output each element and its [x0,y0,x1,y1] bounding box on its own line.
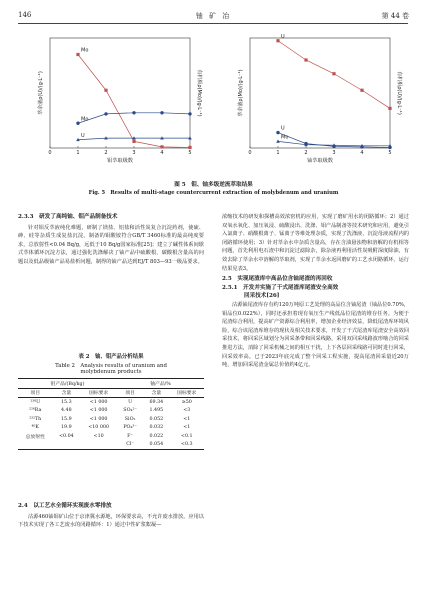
data-point [104,112,107,115]
section-2-5-1-heading-2: 回采技术[26] [244,293,280,300]
journal-name: 铀 矿 冶 [195,12,232,20]
col-header: 项目 [30,391,41,397]
x-tick-label: 3 [332,150,336,156]
data-point [304,58,307,61]
figure-caption-en: Fig. 5 Results of multi-stage countercurrent extraction of molybdenum and uranium [88,190,339,196]
header-rule [18,23,408,24]
x-axis-label: 铀萃取级数 [307,158,333,164]
table-cell: 0.052 [149,416,164,422]
table-cell: <0.1 [180,433,193,439]
table-cell: 15.3 [60,399,72,405]
table-row [18,398,204,407]
data-point [276,131,279,134]
group-header-mo: 钼产品/(Bq/kg) [50,381,85,387]
x-tick-label: 2 [304,150,308,156]
col-header: 含量 [151,391,162,397]
data-point [76,53,79,56]
table-row [18,441,204,450]
data-point [332,72,335,75]
table-cell: <1 [183,425,191,431]
series-label: Mo [81,116,89,123]
table-cell: ≥50 [181,399,192,405]
data-point [276,140,280,143]
left-column [18,213,204,267]
table-cell [80,441,117,450]
x-tick-label: 0 [248,150,252,156]
data-point [160,111,163,114]
analysis-table [18,378,204,450]
table-cell: <1 000 [89,408,108,414]
series-label: U [281,125,285,132]
table-title-en-2: molybdenum products [80,369,142,375]
table-cell [52,441,80,450]
table-cell: 总放射性 [25,434,45,440]
section-2-3-3-body: 针对钼反萃液纯化难题，研制了镁盐、铝盐和活性炭复合沉淀药剂，使硫、砷、硅等杂质生成复盐沉淀，制备的钼酸铵符合GB/T 3460标准的最高纯度要求，总放射性<0.04 Bq/g，远低于10 Bq/g国家标准[25]；建立了碱性体系间歇式萃体循环沉淀方法，通过强化洗涤解决了铀产品中硫酸根、碳酸根含量高的问题以及低品级铀产品易盐析问题，制得的铀产品达到EJ/T 803—93一级品要求。 [18,224,204,265]
table-cell: ²³⁸U [30,399,41,405]
table-cell: <10 000 [88,425,110,431]
data-point [132,111,135,114]
table-cell: <1 000 [89,416,108,422]
section-2-4-continued: 浓缩技术的研发和探槽高效浓密机的应用，实现了磨矿用水的闭路循环；2）通过双氧水氧化、加压氧浸、硫酸浸出、洗涤、钼产品制备等技术研究和应用，避免引入氯离子、硝酸根离子、锰离子等难处理杂质，实现了洗涤液、沉淀母液流程内的闭路循环使用；3）针对萃余水中杂质含量高，存在含油悬浊物和溶解的有机相等问题，首先利用电石渣中和沉淀过滤除杂，除杂液再利用活性炭吸附深度除油，有效去除了萃余水中溶解的萃取剂，实现了萃余水返回磨矿的工艺水闭路循环，运行结果见表3。 [222,214,409,272]
plot-frame [50,38,190,148]
series-label: Mo [81,47,89,54]
data-point [276,39,279,42]
y-axis-label-right: 有机相ρ(U)/(g·L⁻¹) [396,71,402,115]
table-cell: 0.054 [149,442,164,448]
series-label: Mo [281,134,289,141]
series-line [78,55,190,148]
table-row [18,432,204,441]
data-point [188,146,191,149]
figure-5 [18,28,408,178]
table-cell: 15.9 [60,416,72,422]
data-point [360,89,363,92]
table-cell: 4.48 [60,408,72,414]
table-cell: 19.9 [60,425,72,431]
y-axis-label-left: 萃余液ρ(Mo)/(g·L⁻¹) [238,69,244,117]
table-cell: ²²⁶Ra [29,408,42,414]
x-axis-label: 钼萃取级数 [107,158,133,164]
table-cell: U [128,399,133,405]
table-cell: SiO₂ [124,416,136,422]
table-2 [18,352,204,450]
x-tick-label: 5 [188,150,192,156]
table-cell: <1 [183,416,191,422]
table-cell: 69.34 [149,399,164,405]
x-tick-label: 2 [104,150,108,156]
table-cell: ²³²Th [29,416,42,422]
x-tick-label: 3 [132,150,136,156]
table-cell: <1 000 [89,399,108,405]
page-number: 146 [18,11,32,19]
table-cell [18,441,52,450]
table-cell: SO₄²⁻ [123,408,137,414]
x-tick-label: 1 [276,150,280,156]
table-cell: <0.3 [180,442,193,448]
x-tick-label: 0 [48,150,52,156]
data-point [388,107,391,110]
data-point [132,140,135,143]
group-header-u: 铀产品/% [150,381,171,387]
col-header: 含量 [61,391,72,397]
data-point [76,122,79,125]
y-axis-label-left: 萃余液ρ(U)/(g·L⁻¹) [38,71,44,115]
table-cell: <10 [93,433,104,439]
table-cell: 0.022 [149,433,164,439]
left-column-lower [18,502,204,530]
series-label: U [281,33,285,40]
figure-5-charts [18,28,408,178]
x-tick-label: 1 [76,150,80,156]
table-cell: <0.04 [58,433,74,439]
section-2-4-body: 沽源460铀钼矿山位于京津冀水源地，环保要求高，不允许废水排放。应用以下技术实现了各工艺废水的闭路循环：1）通过中性矿浆絮凝— [18,513,204,529]
x-tick-label: 4 [360,150,364,156]
table-title-en-1: Table 2 Analysis results of uranium and [55,363,167,369]
col-header: 国标要求 [177,391,197,397]
x-tick-label: 4 [160,150,164,156]
plot-frame [250,38,390,148]
table-row [18,424,204,433]
y-axis-label-right: 有机相ρ(Mo)/(g·L⁻¹) [196,69,202,117]
data-point [188,112,191,115]
volume-label: 第 44 卷 [381,12,409,20]
right-column [222,213,409,370]
table-cell: PO₄³⁻ [123,425,137,431]
section-2-5-1-body: 沽源铀尾渣库存有约120万吨原工艺处理的高品位含铀尾渣（铀品位0.70%，钼品位0.022%），同时还承担着现有氧压生产线低品位尾渣的堆存任务。为便于尾渣综合利用，提高矿产资源综合利用率，增加企业经济效益，降低尾渣库环境风险，综合该尾渣库堆存的现状及相关技术要求，开发了干式尾渣库尾渣安全高效回采技术，将回采区域划分为回采条带和回采线路，采用双回采线路波形啮合的回采推进方法，消除了回采机械之间的相互干扰，上下各层回采线路可同时进行回采，回采效率高。已于2023年底完成了整个回采工程实施，提高尾渣回采量近20万吨，增加回采尾渣金属总价值约4亿元。 [222,301,409,369]
table-title-cn: 表 2 铀、钼产品分析结果 [78,354,144,360]
section-2-5-heading: 2.5 实现尾渣库中高品位含铀尾渣的再回收 [222,276,333,283]
section-2-3-3-heading: 2.3.3 研发了高纯铀、钼产品制备技术 [18,214,118,220]
col-header: 国标要求 [89,391,109,397]
col-header: 项目 [125,391,135,397]
table-cell: ⁴⁰K [31,425,39,431]
table-row [18,407,204,416]
figure-caption-cn: 图 5 钼、铀多级逆流萃取结果 [174,182,253,188]
table-cell: F⁻ [127,433,134,439]
data-point [104,89,107,92]
table-row [18,415,204,424]
table-cell: 0.032 [149,425,164,431]
table-cell: <3 [183,408,191,414]
x-tick-label: 5 [388,150,392,156]
section-2-5-1-heading-1: 2.5.1 开发并实施了干式尾渣库尾渣安全高效 [222,284,339,291]
table-cell: Cl⁻ [126,442,134,448]
data-point [160,145,163,148]
table-cell: 1.495 [149,408,164,414]
series-label: U [81,132,85,139]
section-2-4-heading: 2.4 以工艺水全循环实现废水零排放 [18,503,112,509]
